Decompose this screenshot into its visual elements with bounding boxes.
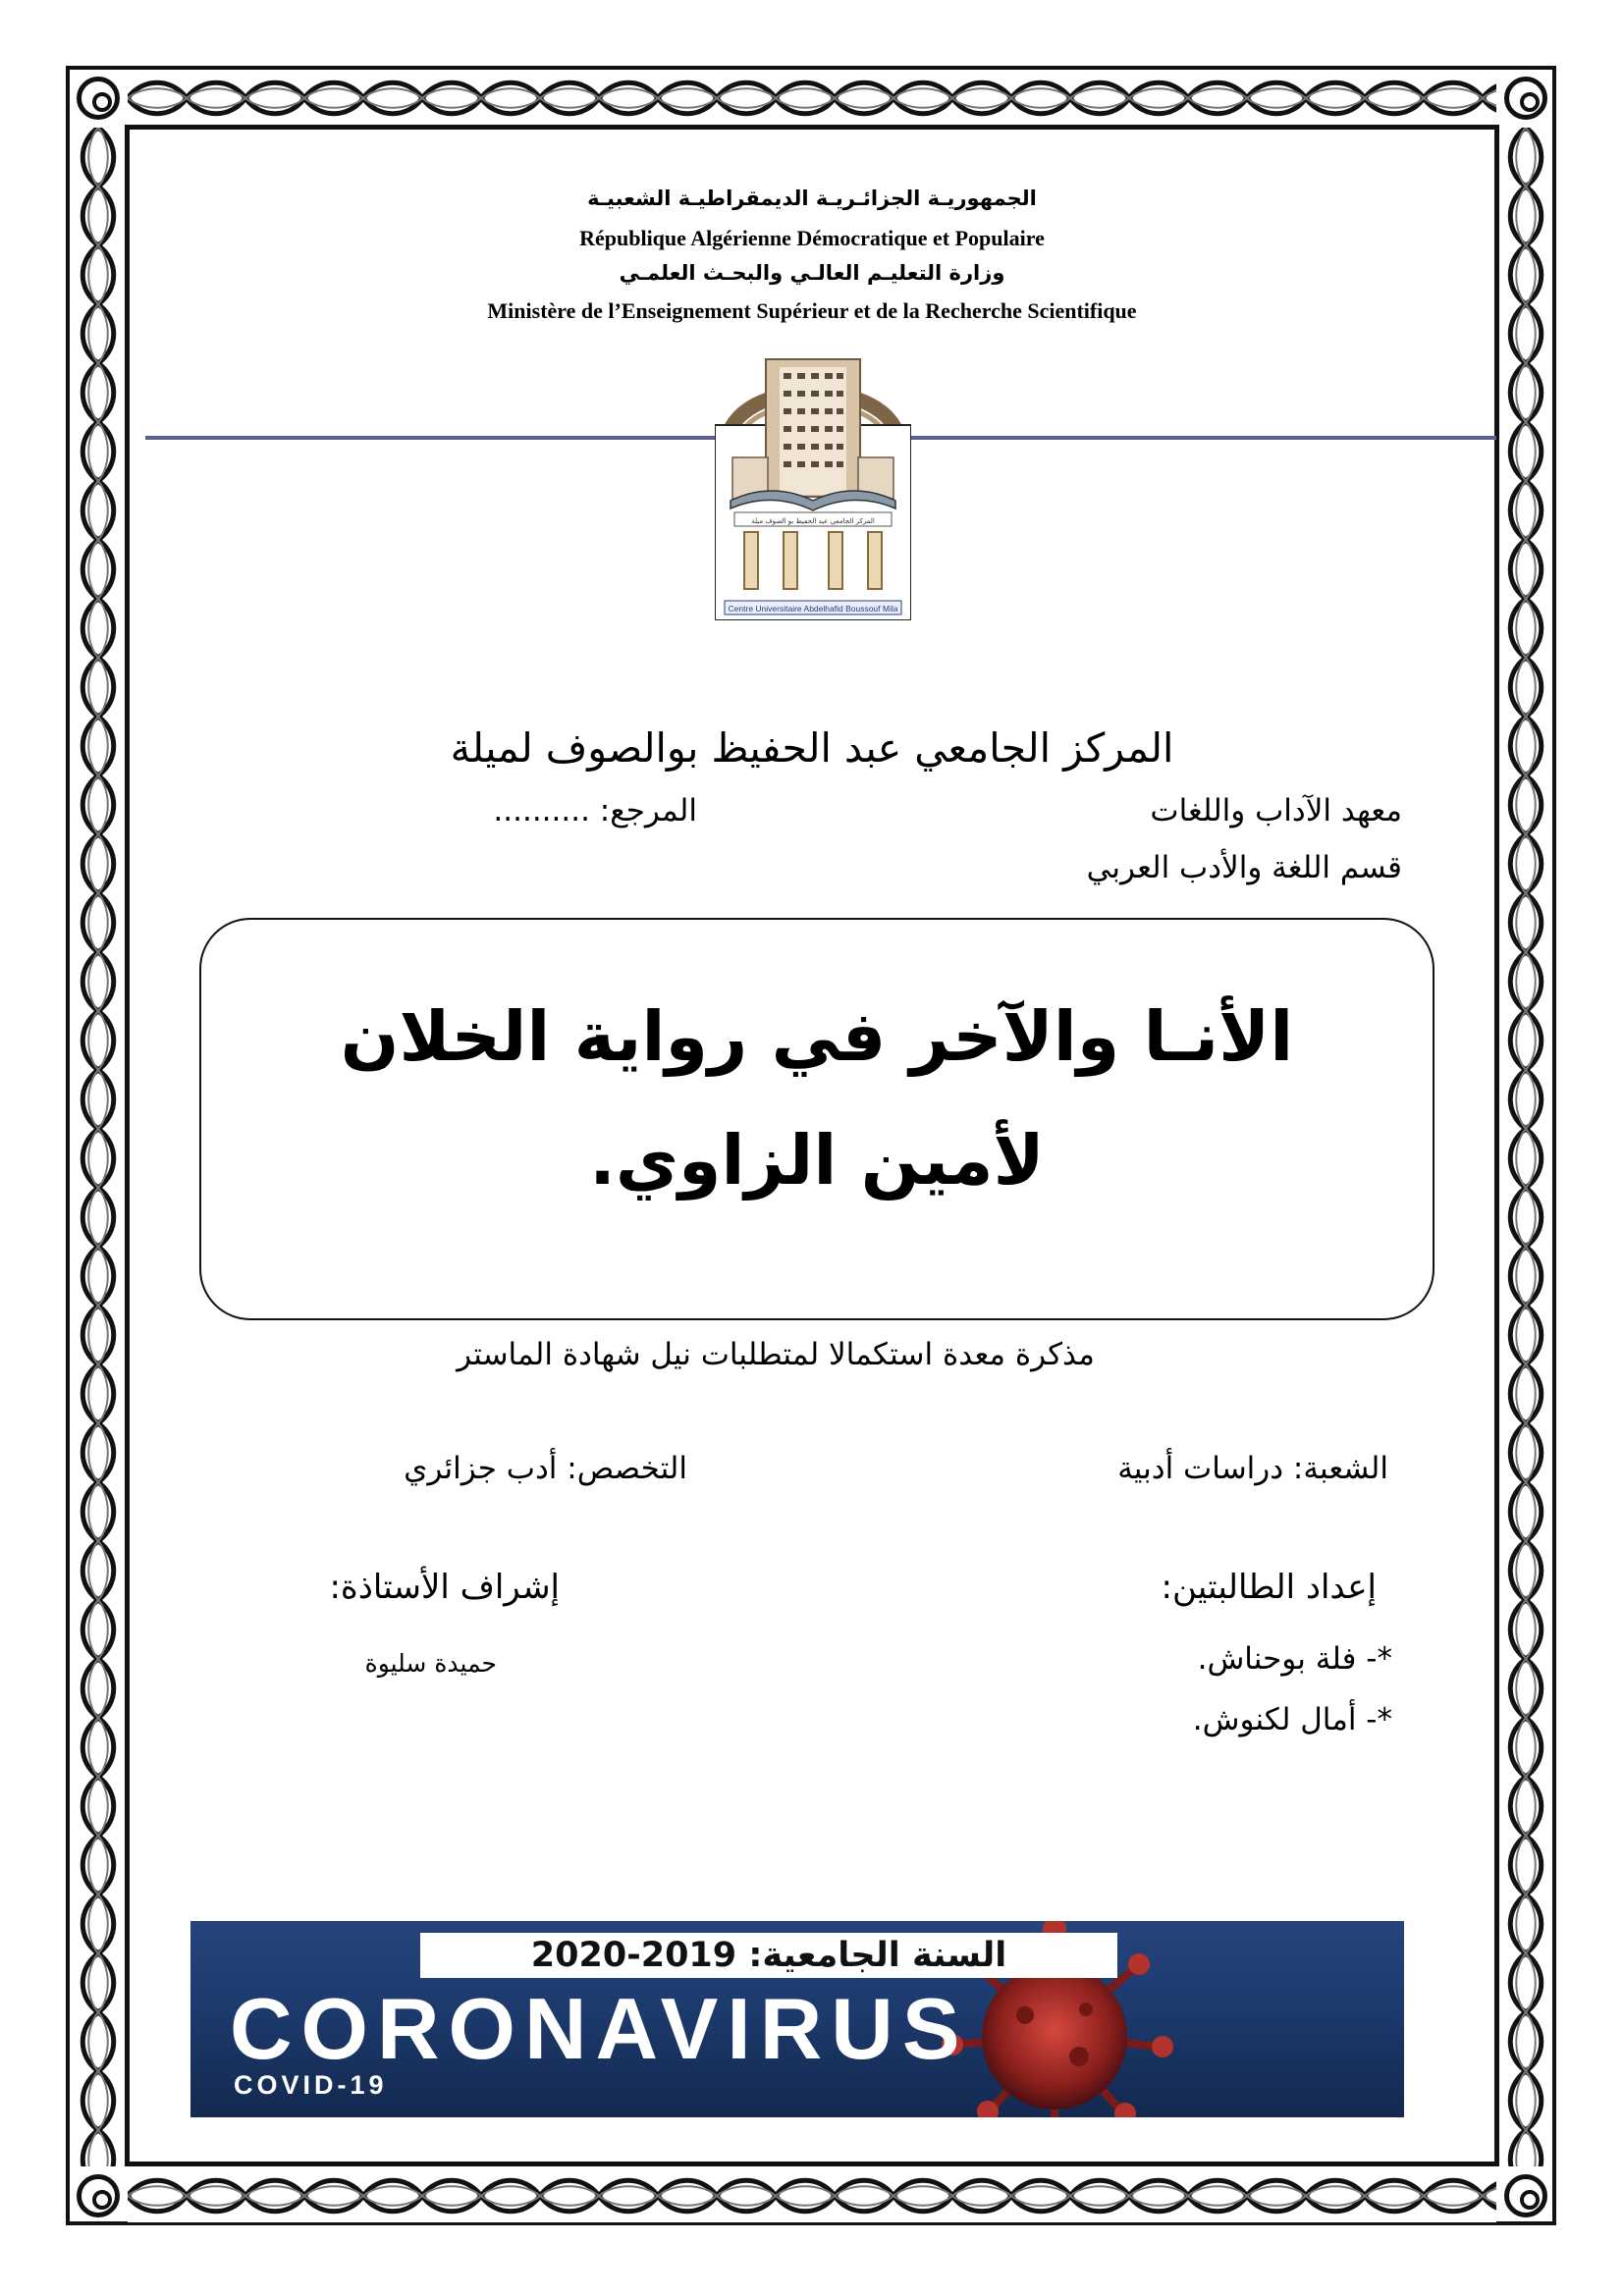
header-divider-right [909, 436, 1496, 440]
corner-ornament-top-right [1504, 77, 1547, 120]
coronavirus-title: CORONAVIRUS [230, 1980, 969, 2077]
institute-name: معهد الآداب واللغات [1150, 793, 1402, 828]
ministry-name-french: Ministère de l’Enseignement Supérieur et de la Recherche Scientifique [487, 298, 1137, 323]
thesis-subtitle: مذكرة معدة استكمالا لمتطلبات نيل شهادة الماستر [457, 1337, 1095, 1372]
specialty-field: التخصص: أدب جزائري [404, 1451, 687, 1486]
academic-year-label: السنة الجامعية: 2019-2020 [420, 1933, 1117, 1978]
thesis-title-line-2: لأمين الزاوي. [589, 1120, 1045, 1201]
department-name: قسم اللغة والأدب العربي [1086, 850, 1402, 885]
thesis-title-box [199, 918, 1435, 1320]
student-name: *- أمال لكنوش. [1192, 1702, 1392, 1737]
coronavirus-banner [190, 1921, 1404, 2117]
corner-ornament-bottom-left [77, 2174, 120, 2217]
country-name-french: République Algérienne Démocratique et Populaire [579, 226, 1045, 250]
border-pattern-top [128, 72, 1496, 125]
reference-number: المرجع: .......... [493, 793, 697, 828]
corner-ornament-bottom-right [1504, 2174, 1547, 2217]
border-pattern-right [1499, 128, 1552, 2166]
logo-caption-french: Centre Universitaire Abdelhafid Boussouf Mila [728, 604, 898, 614]
students-label: إعداد الطالبتين: [1161, 1568, 1377, 1607]
logo-caption-arabic: المركز الجامعي عبد الحفيظ بو الصوف ميلة [751, 517, 875, 525]
supervisor-label: إشراف الأستاذة: [329, 1568, 560, 1607]
header-divider-left [145, 436, 717, 440]
thesis-title-line-1: الأنـا والآخر في رواية الخلان [340, 996, 1294, 1077]
branch-field: الشعبة: دراسات أدبية [1117, 1451, 1388, 1486]
institution-name: المركز الجامعي عبد الحفيظ بوالصوف لميلة [450, 724, 1174, 772]
ministry-name-arabic: وزارة التعليـم العالـي والبحـث العلمـي [619, 261, 1005, 285]
covid-subtitle: COVID-19 [234, 2070, 388, 2100]
supervisor-name: حميدة سليوة [364, 1649, 497, 1678]
country-name-arabic: الجمهوريـة الجزائـريـة الديمقراطيـة الشعبيـة [587, 187, 1037, 210]
corner-ornament-top-left [77, 77, 120, 120]
border-pattern-left [72, 128, 125, 2166]
student-name: *- فلة بوحناش. [1197, 1641, 1392, 1677]
border-pattern-bottom [128, 2169, 1496, 2222]
university-logo [715, 344, 911, 620]
